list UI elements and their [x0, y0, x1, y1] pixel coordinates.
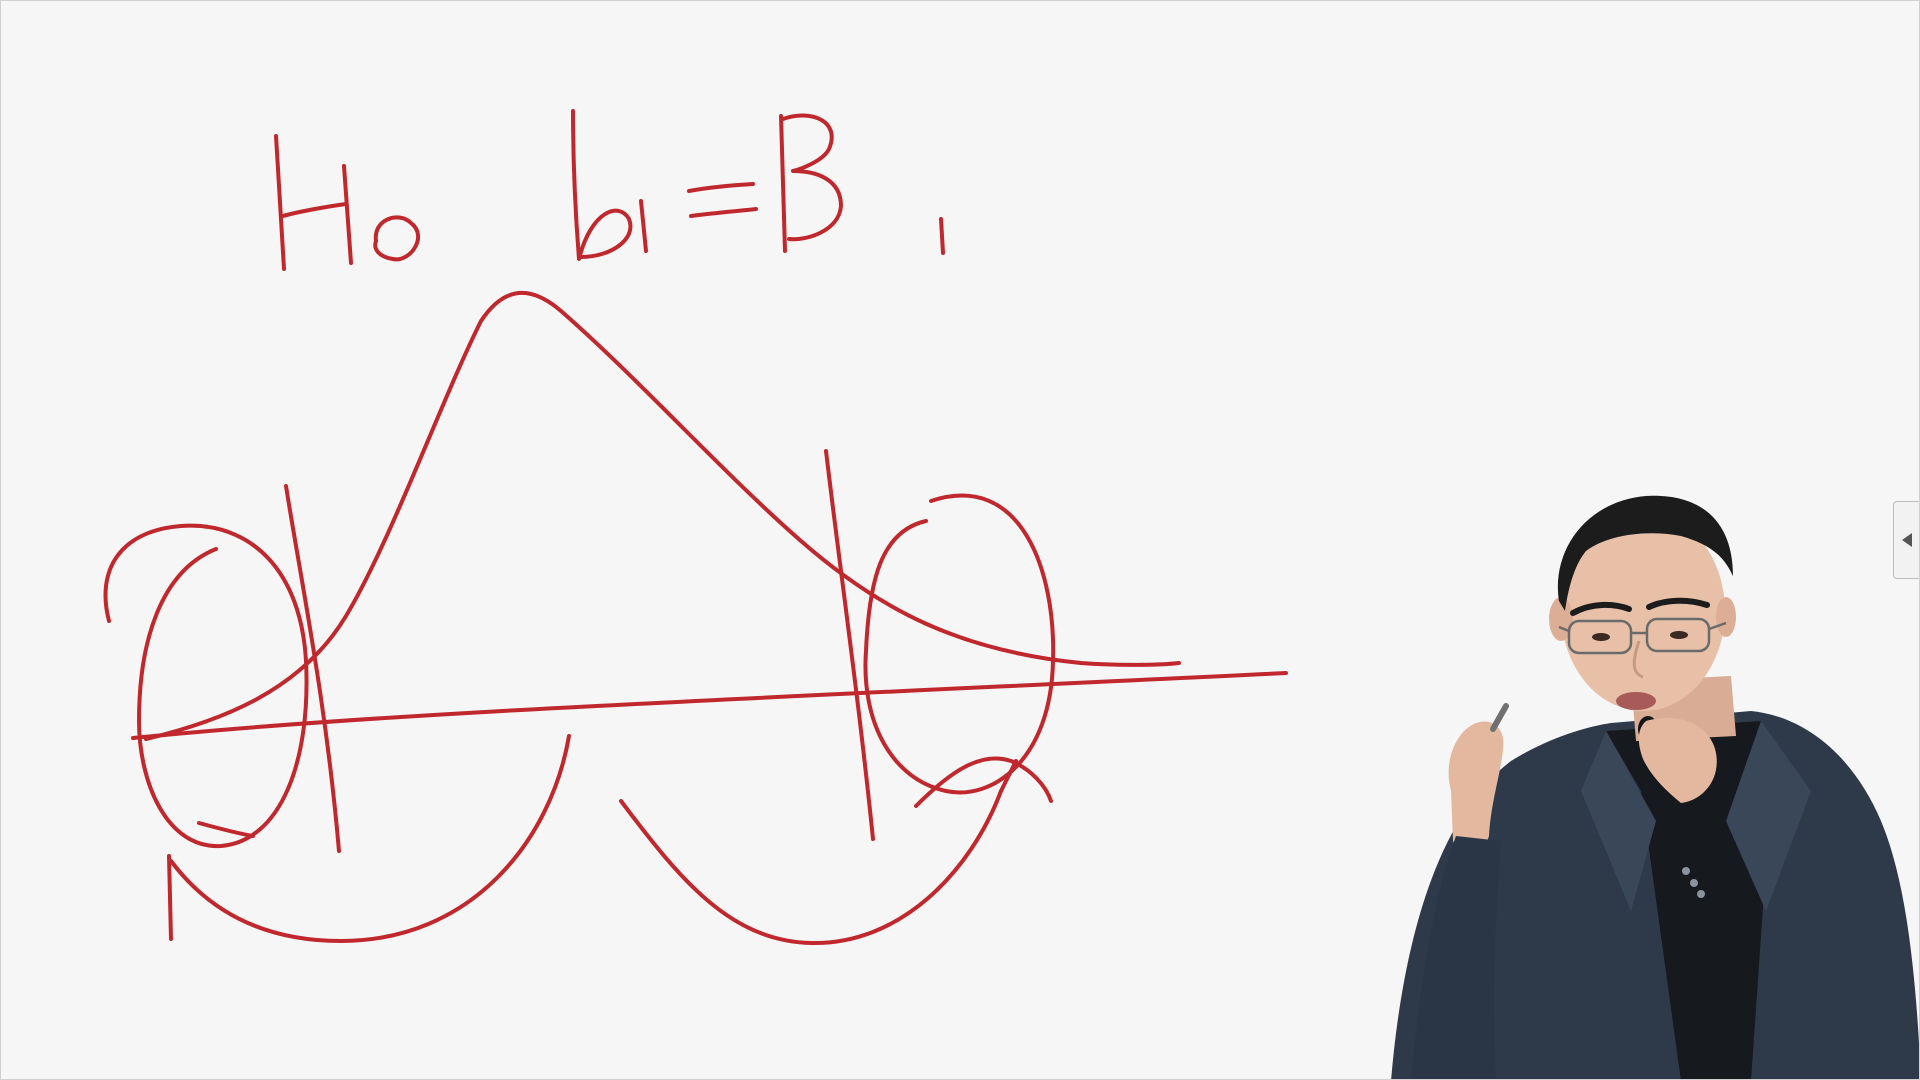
bell-curve — [146, 293, 1179, 739]
right-curved-arrow — [621, 791, 1001, 943]
left-curved-arrow — [171, 736, 569, 941]
right-rejection-loop — [865, 496, 1053, 793]
side-panel-toggle-button[interactable] — [1893, 501, 1919, 579]
presenter-figure — [1381, 491, 1920, 1080]
handwritten-hypothesis — [276, 111, 943, 269]
chevron-left-icon — [1902, 533, 1912, 547]
left-critical-line — [286, 486, 339, 851]
